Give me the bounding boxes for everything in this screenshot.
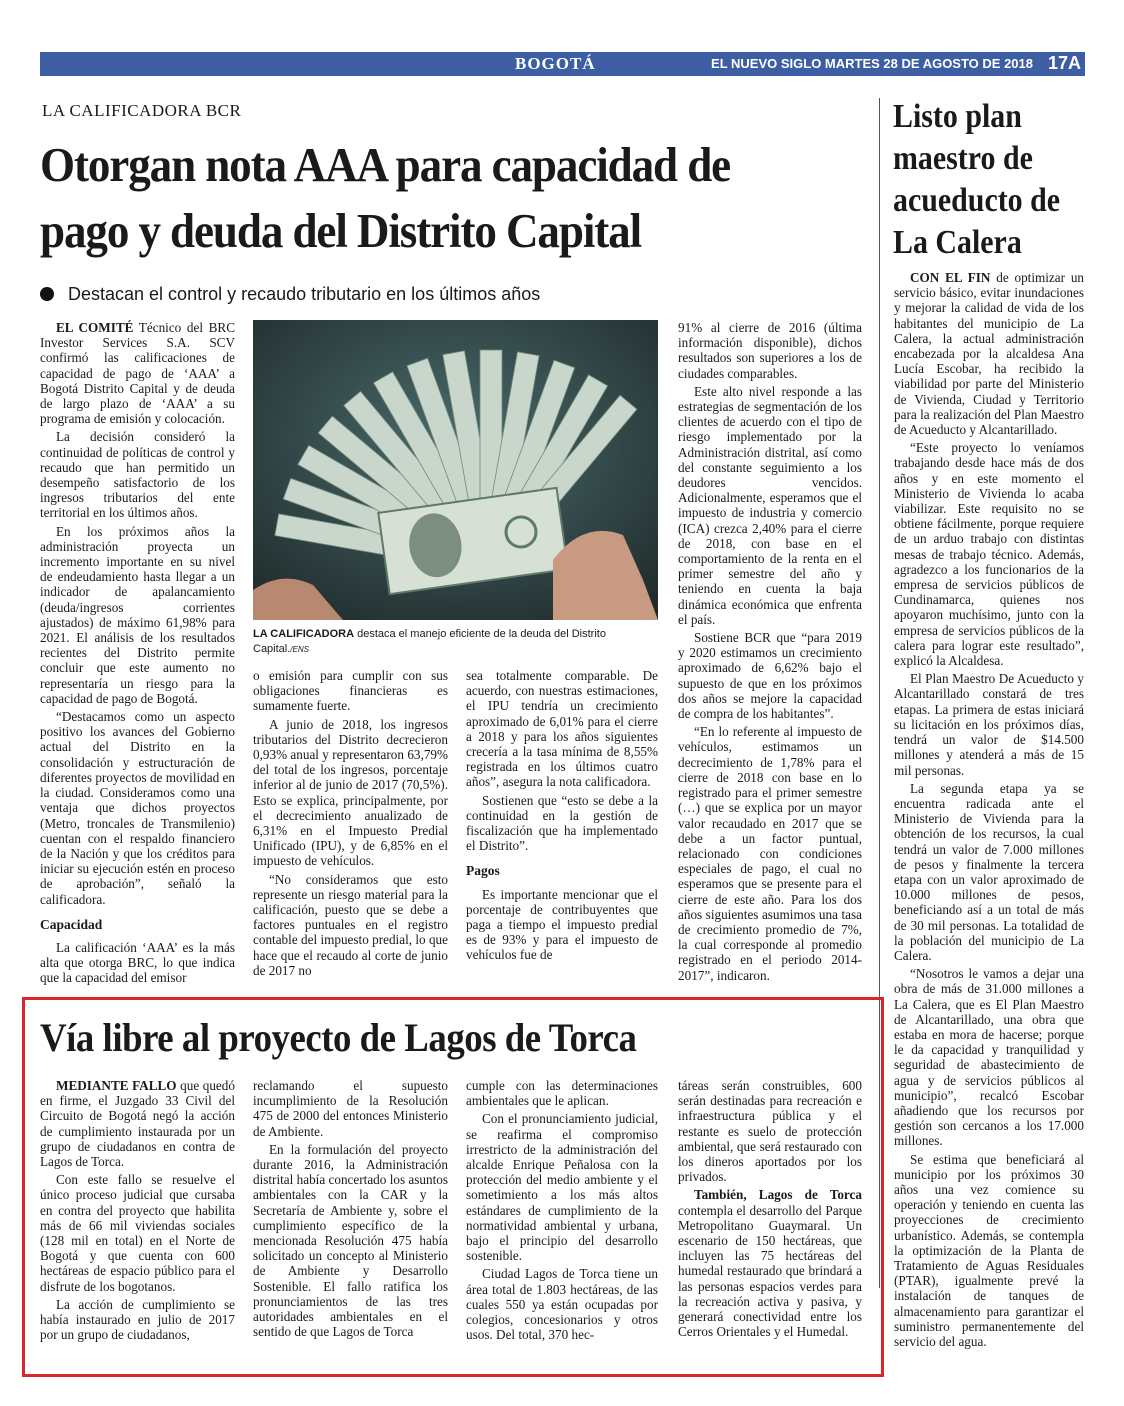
article-column-2 <box>253 668 448 985</box>
paragraph: cumple con las determinaciones ambientales que le aplican. <box>466 1078 658 1109</box>
caption-text: destaca el manejo eficiente de la deuda del Distrito Capital. <box>253 628 606 655</box>
article-headline: Otorgan nota AAA para capacidad de pago y deuda del Distrito Capital <box>40 137 731 258</box>
paragraph: sea totalmente comparable. De acuerdo, con nuestras estimaciones, el IPU tendría un crecimiento aproximado de 6,01% para el cierre a 2018 y para los años siguientes crecería a la tasa mínima de 8,55% registrada en los últimos cuatro años”, asegura la nota calificadora. <box>466 668 658 790</box>
paragraph-text: de optimizar un servicio básico, evitar inundaciones y mejorar la calidad de vida de los habitantes del municipio de La Calera, la actual administración encabezada por la alcaldesa Ana Lucía Escobar, ha recibido la viabilidad por parte del Ministerio de Vivienda, Ciudad y Territorio para la realización del Plan Maestro de Acueducto y Alcantarillado. <box>894 270 1084 438</box>
bottom-column-4 <box>678 1078 862 1362</box>
paragraph: “Destacamos como un aspecto positivo los avances del Gobierno actual del Distrito en la consolidación y estructuración de diferentes proyectos de movilidad en la ciudad. Consideramos como una ventaja que dichos proyectos (Metro, troncales de Transmilenio) cuentan con el respaldo financiero de la Nación y que los créditos para iniciar su ejecución estén en proceso de aprobación”, señaló la calificadora. <box>40 709 235 907</box>
article-kicker: LA CALIFICADORA BCR <box>42 101 242 120</box>
paragraph: Con el pronunciamiento judicial, se reafirma el compromiso irrestricto de la administración del alcalde Enrique Peñalosa con la protección del medio ambiente y el sometimiento a los más altos estándares de cumplimiento de la normatividad ambiental y urbana, bajo el principio del desarrollo sostenible. <box>466 1111 658 1264</box>
section-subtitle: Capacidad <box>40 916 103 932</box>
paragraph: Se estima que beneficiará al municipio por los próximos 30 años una vez comience su operación y teniendo en cuenta las proyecciones de crecimiento urbanístico. Además, se contempla la optimización de la Planta de Tratamiento de Aguas Residuales (PTAR), igualmente prevé la instalación de tanques de almacenamiento para garantizar el suministro permanentemente del servicio del agua. <box>894 1151 1084 1350</box>
paragraph: Sostiene BCR que “para 2019 y 2020 estimamos un crecimiento aproximado de 6,62% bajo el supuesto de que en los próximos dos años se mejore la capacidad de compra de los habitantes”. <box>678 630 862 722</box>
lead-in: EL COMITÉ <box>56 320 134 335</box>
paragraph: táreas serán construibles, 600 serán destinadas para recreación e infraestructura pública y el restante es suelo de protección ambiental, que será restaurado con los dineros aportados por los privados. <box>678 1078 862 1185</box>
bullet-icon <box>40 287 54 301</box>
paragraph: reclamando el supuesto incumplimiento de la Resolución 475 de 2000 del entonces Ministerio de Ambiente. <box>253 1078 448 1139</box>
paragraph: “Nosotros le vamos a dejar una obra de más de 31.000 millones a La Calera, que es El Plan Maestro de Alcantarillado, una obra que estaba en mora de hacerse; porque le da capacidad y tranquilidad y seguridad de abastecimiento de agua y de servicios públicos al municipio”, recalcó Escobar añadiendo que los recursos por gestión son cercanos a los 17.000 millones. <box>894 966 1084 1149</box>
banknotes-photo <box>253 320 658 620</box>
sidebar-column <box>894 270 1084 1355</box>
lead-in: CON EL FIN <box>910 270 991 285</box>
paragraph: “Este proyecto lo veníamos trabajando desde hace más de dos años y en este momento el Ministerio de Vivienda lo acaba viabilizar. Este requisito no se obtiene fácilmente, porque requiere de un arduo trabajo con distintas mesas de trabajo técnico. Además, agradezco a los funcionarios de la empresa de servicios públicos de Cundinamarca, quienes nos apoyaron muchísimo, junto con la empresa de servicios públicos de la calera para lograr este resultado”, explicó la Alcaldesa. <box>894 440 1084 669</box>
page-number: 17A <box>1047 53 1081 73</box>
paragraph: En la formulación del proyecto durante 2016, la Administración distrital había concertado los asuntos ambientales con la CAR y la Secretaría de Ambiente y, sobre el cumplimiento específico de la mencionada Resolución 475 había solicitado un concepto al Ministerio de Ambiente y Desarrollo Sostenible. El fallo ratifica los pronunciamientos de las tres autoridades ambientales en el sentido de que Lagos de Torca <box>253 1141 448 1340</box>
paragraph: A junio de 2018, los ingresos tributarios del Distrito decrecieron 0,93% anual y representaron 63,79% del total de los ingresos, porcentaje inferior al de junio de 2017 (70,5%). Esto se explica, principalmente, por el decrecimiento anualizado de 6,31% en el Impuesto Predial Unificado (IPU), y de 6,85% en el impuesto de vehículos. <box>253 716 448 869</box>
paragraph: 91% al cierre de 2016 (última información disponible), dichos resultados son superiores a los de ciudades comparables. <box>678 320 862 381</box>
paragraph: “En lo referente al impuesto de vehículos, estimamos un decrecimiento de 1,78% para el cierre de 2018 con base en lo registrado para el primer semestre (…) que se explica por un mayor valor recaudado en 2017 que se debe a un factor puntual, relacionado con condiciones especiales de pago, el cual no esperamos que se presente para el cierre de este año. Para los dos años siguientes asumimos una tasa de crecimiento promedio de 7%, la cual corresponde al promedio registrado en el periodo 2014-2017”, indicaron. <box>678 724 862 983</box>
article-subhead <box>40 284 540 305</box>
paragraph: “No consideramos que esto represente un riesgo material para la calificación, puesto que se debe a factores puntuales en el registro contable del impuesto predial, lo que hace que el recaudo al corte de junio de 2017 no <box>253 871 448 978</box>
lead-in: MEDIANTE FALLO <box>56 1078 177 1093</box>
paragraph <box>894 270 1084 437</box>
section-subtitle: Pagos <box>466 863 500 879</box>
paragraph-text: Técnico del BRC Investor Services S.A. SCV confirmó las calificaciones de capacidad de pago de ‘AAA’ a Bogotá Distrito Capital y de deuda de largo plazo de ‘AAA’ a su programa de emisión y colocación. <box>40 320 235 427</box>
paragraph: El Plan Maestro De Acueducto y Alcantarillado constará de tres etapas. La primera de estas iniciará su licitación en los próximos días, tendrá un valor de $14.500 millones y atenderá a más de 15 mil personas. <box>894 671 1084 778</box>
bottom-column-3 <box>466 1078 658 1362</box>
paragraph-text: contempla el desarrollo del Parque Metropolitano Guaymaral. Un escenario de 150 hectáreas, que incluyen las 75 hectáreas del humedal restaurado que brindará a las personas espacios verdes para la recreación activa y pasiva, y generará conectividad entre los Cerros Orientales y el Humedal. <box>678 1202 862 1340</box>
paragraph <box>40 1078 235 1169</box>
paragraph: La calificación ‘AAA’ es la más alta que otorga BRC, lo que indica que la capacidad del emisor <box>40 939 235 985</box>
paragraph: La decisión consideró la continuidad de políticas de control y recaudo que han permitido un desempeño satisfactorio de los ingresos tributarios del ente territorial en los últimos años. <box>40 429 235 521</box>
paragraph: Este alto nivel responde a las estrategias de segmentación de los clientes de acuerdo con el tipo de riesgo implementado por la Administración distrital, así como del constante seguimiento a los deudores vencidos. Adicionalmente, esperamos que el impuesto de industria y comercio (ICA) crezca 2,40% para el cierre de 2018, con base en el comportamiento de la renta en el primer semestre del año y teniendo en cuenta la baja dinámica económica que enfrenta el país. <box>678 383 862 627</box>
paragraph: Con este fallo se resuelve el único proceso judicial que cursaba en contra del proyecto que habilita más de 66 mil viviendas sociales (128 mil en total) en el Norte de Bogotá y que cuenta con 600 hectáreas de espacio público para el disfrute de los bogotanos. <box>40 1172 235 1294</box>
photo-credit: /ENS <box>290 645 309 654</box>
paragraph-text: que quedó en firme, el Juzgado 33 Civil del Circuito de Bogotá negó la acción de cumplimiento instaurada por un grupo de ciudadanos en contra de Lagos de Torca. <box>40 1078 235 1170</box>
paragraph <box>40 320 235 426</box>
subhead-text: Destacan el control y recaudo tributario en los últimos años <box>68 284 541 304</box>
bottom-column-1 <box>40 1078 235 1362</box>
paragraph: La acción de cumplimiento se había instaurado en julio de 2017 por un grupo de ciudadanos, <box>40 1296 235 1343</box>
paragraph: Es importante mencionar que el porcentaje de contribuyentes que paga a tiempo el impuesto predial es de 93% y para el impuesto de vehículos fue de <box>466 886 658 963</box>
newspaper-date: EL NUEVO SIGLO MARTES 28 DE AGOSTO DE 2018 <box>711 56 1033 71</box>
paragraph: o emisión para cumplir con sus obligaciones financieras es sumamente fuerte. <box>253 668 448 714</box>
article-column-4 <box>678 320 862 985</box>
bottom-article-headline: Vía libre al proyecto de Lagos de Torca <box>40 1015 637 1060</box>
masthead-bar <box>40 52 1085 76</box>
photo-caption <box>253 627 658 657</box>
caption-lead: LA CALIFICADORA <box>253 628 355 640</box>
paragraph: Sostienen que “esto se debe a la continuidad en la gestión de fiscalización que ha implementado el Distrito”. <box>466 792 658 854</box>
paragraph: En los próximos años la administración proyecta un incremento importante en su nivel de endeudamiento hasta llegar a un indicador de apalancamiento (deuda/ingresos corrientes ajustados) de máximo 61,98% para 2021. El análisis de los resultados recientes del Distrito permite concluir que este aumento no representaría un riesgo para la capacidad de pago de Bogotá. <box>40 523 235 706</box>
article-column-3 <box>466 668 658 985</box>
bottom-column-2 <box>253 1078 448 1362</box>
paragraph <box>678 1187 862 1339</box>
lead-in: También, Lagos de Torca <box>694 1187 862 1203</box>
paragraph: Ciudad Lagos de Torca tiene un área total de 1.803 hectáreas, de las cuales 550 ya están ocupadas por colegios, concesionarios y otros usos. Del total, 370 hec- <box>466 1266 658 1343</box>
section-title: BOGOTÁ <box>515 54 596 73</box>
article-column-1 <box>40 320 235 985</box>
paragraph: La segunda etapa ya se encuentra radicada ante el Ministerio de Vivienda para la obtención de los recursos, la cual tendrá un valor de 7.000 millones de pesos y finalmente la tercera etapa con un valor aproximado de 10.000 millones de pesos, beneficiando así a un total de más de 30 mil personas. La totalidad de la población del municipio de La Calera. <box>894 780 1084 963</box>
sidebar-headline: Listo plan maestro de acueducto de La Calera <box>893 98 1061 261</box>
fanned-dollar-bills-image <box>253 320 658 620</box>
